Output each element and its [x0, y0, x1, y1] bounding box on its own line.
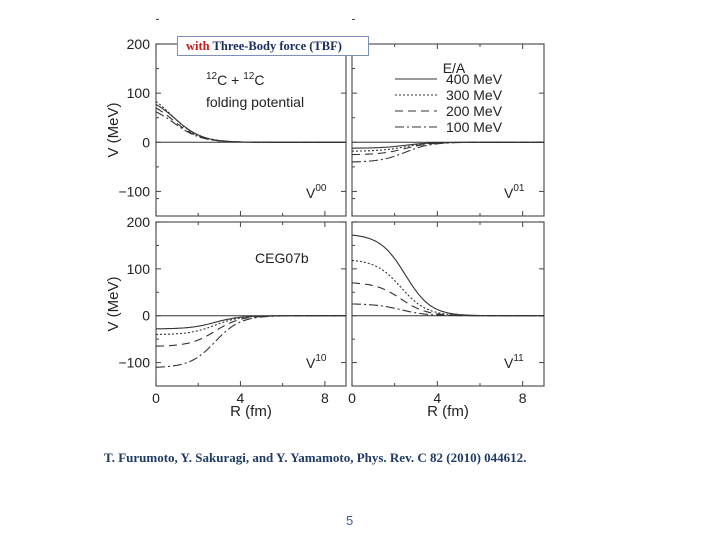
legend-entry: 300 MeV: [446, 87, 503, 103]
panel-label: $V^{00}$: [306, 183, 327, 201]
system-annotation: $^{12}$C + $^{12}$C: [206, 71, 265, 88]
x-axis-label: R (fm): [427, 403, 469, 420]
y-axis-label: V (MeV): [105, 102, 122, 158]
series-line-200-mev: [156, 316, 346, 347]
panel-v11: [352, 199, 544, 386]
x-tick-label: 4: [236, 390, 245, 406]
y-tick-label: 200: [126, 36, 150, 52]
y-tick-label: 200: [126, 214, 150, 230]
panel-label: $V^{11}$: [504, 353, 524, 371]
y-tick-label: −100: [118, 183, 150, 200]
legend-entry: 200 MeV: [446, 103, 503, 119]
x-tick-label: 4: [433, 390, 442, 406]
tbf-label-box: [177, 36, 369, 56]
series-line-400-mev: [156, 104, 346, 142]
legend-title: E/A: [442, 60, 466, 76]
model-annotation: CEG07b: [255, 250, 309, 266]
legend-entry: 400 MeV: [446, 71, 503, 87]
y-tick-label: −100: [118, 354, 150, 371]
citation: T. Furumoto, Y. Sakuragi, and Y. Yamamoto, Phys. Rev. C 82 (2010) 044612.: [104, 450, 527, 465]
page-number: 5: [346, 513, 354, 528]
series-line-200-mev: [352, 283, 544, 316]
y-tick-label: 0: [142, 134, 150, 151]
series-line-100-mev: [352, 142, 544, 162]
y-axis-label: V (MeV): [105, 276, 122, 332]
series-line-400-mev: [352, 235, 544, 316]
panel-label: $V^{10}$: [306, 353, 327, 371]
y-tick-label: 100: [126, 85, 150, 102]
series-line-400-mev: [156, 316, 346, 329]
panel-v10: [156, 199, 346, 386]
tbf-label-text: Three-Body force (TBF): [212, 39, 342, 53]
x-tick-label: 0: [152, 390, 160, 406]
x-tick-label: 8: [320, 390, 329, 406]
potential-annotation: folding potential: [206, 94, 305, 110]
x-tick-label: 8: [518, 390, 527, 406]
series-line-200-mev: [352, 142, 544, 154]
y-tick-label: 100: [126, 260, 150, 277]
tbf-label-with: with: [186, 39, 210, 53]
series-line-300-mev: [352, 142, 544, 151]
panel-label: $V^{01}$: [504, 183, 525, 201]
legend-entry: 100 MeV: [446, 119, 503, 135]
series-line-200-mev: [156, 108, 346, 142]
x-axis-label: R (fm): [230, 403, 272, 420]
x-tick-label: 0: [348, 390, 356, 406]
y-tick-label: 0: [142, 307, 150, 324]
